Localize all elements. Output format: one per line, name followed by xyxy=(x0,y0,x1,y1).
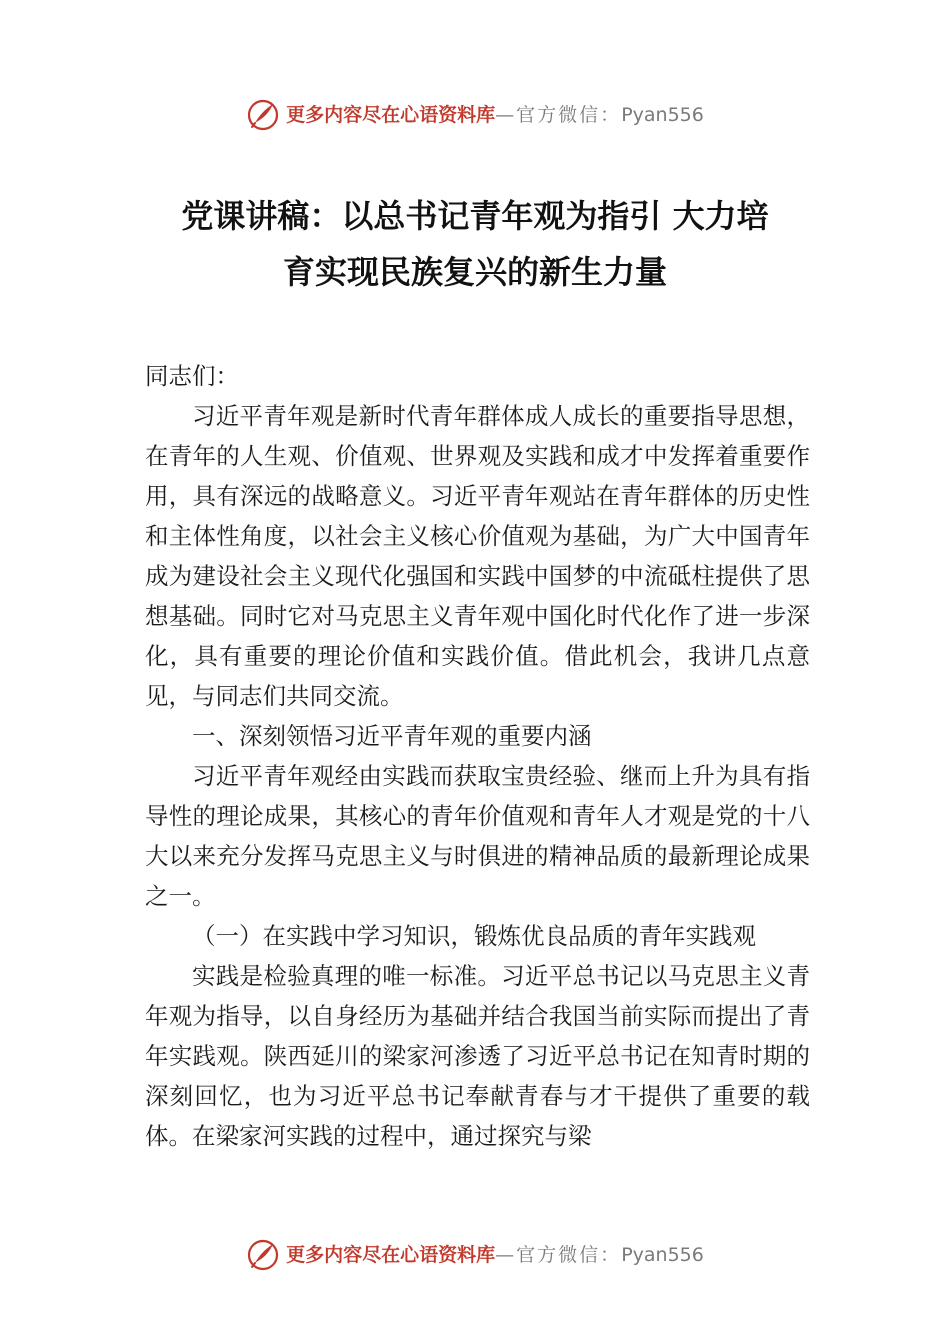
title-line-2: 育实现民族复兴的新生力量 xyxy=(282,253,667,291)
watermark-header xyxy=(0,98,950,132)
salutation: 同志们： xyxy=(145,362,239,390)
watermark-red-text: 更多内容尽在心语资料库 xyxy=(286,104,496,126)
watermark-gray-text: —官方微信： xyxy=(495,104,622,126)
watermark-gray-text: —官方微信： xyxy=(495,1244,622,1266)
document-body xyxy=(145,356,810,1156)
watermark-wechat-id: Pyan556 xyxy=(621,1244,704,1266)
paragraph: 习近平青年观经由实践而获取宝贵经验、继而上升为具有指导性的理论成果，其核心的青年价值观和青年人才观是党的十八大以来充分发挥马克思主义与时俱进的精神品质的最新理论成果之一。 xyxy=(145,762,810,910)
title-line-1: 党课讲稿：以总书记青年观为指引 大力培 xyxy=(181,197,769,235)
section-heading: 一、深刻领悟习近平青年观的重要内涵 xyxy=(192,722,592,750)
watermark-red-text: 更多内容尽在心语资料库 xyxy=(286,1244,496,1266)
watermark-footer xyxy=(0,1238,950,1272)
quill-pen-logo-icon xyxy=(246,98,280,132)
quill-pen-logo-icon xyxy=(246,1238,280,1272)
paragraph: 习近平青年观是新时代青年群体成人成长的重要指导思想，在青年的人生观、价值观、世界观及实践和成才中发挥着重要作用，具有深远的战略意义。习近平青年观站在青年群体的历史性和主体性角度，以社会主义核心价值观为基础，为广大中国青年成为建设社会主义现代化强国和实践中国梦的中流砥柱提供了思想基础。同时它对马克思主义青年观中国化时代化作了进一步深化，具有重要的理论价值和实践价值。借此机会，我讲几点意见，与同志们共同交流。 xyxy=(145,402,810,710)
paragraph: 实践是检验真理的唯一标准。习近平总书记以马克思主义青年观为指导，以自身经历为基础并结合我国当前实际而提出了青年实践观。陕西延川的梁家河渗透了习近平总书记在知青时期的深刻回忆，也为习近平总书记奉献青春与才干提供了重要的载体。在梁家河实践的过程中，通过探究与梁 xyxy=(145,962,810,1150)
subsection-heading: （一）在实践中学习知识，锻炼优良品质的青年实践观 xyxy=(192,922,756,950)
document-title xyxy=(120,188,830,300)
watermark-wechat-id: Pyan556 xyxy=(621,104,704,126)
